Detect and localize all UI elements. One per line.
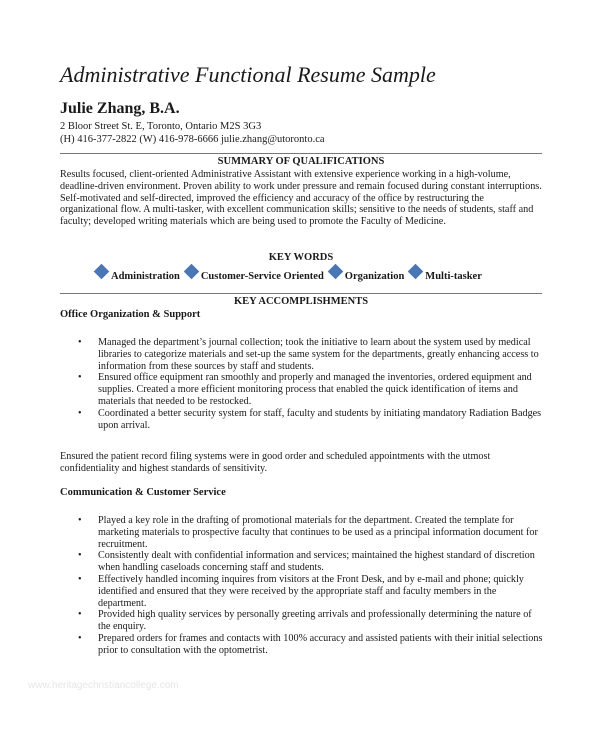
keyword-item: Organization bbox=[330, 266, 405, 282]
section-divider bbox=[60, 153, 542, 154]
section-divider bbox=[60, 293, 542, 294]
list-item: • Prepared orders for frames and contacts with 100% accuracy and assisted patients with their initial selections prior to consultation with the optometrist. bbox=[98, 633, 544, 657]
keywords-heading: KEY WORDS bbox=[268, 252, 334, 263]
keyword-item: Multi-tasker bbox=[410, 266, 482, 282]
diamond-bullet-icon bbox=[94, 264, 110, 280]
contact-block bbox=[60, 120, 325, 146]
watermark-text: www.heritagechristiancollege.com bbox=[28, 680, 179, 691]
applicant-name: Julie Zhang, B.A. bbox=[60, 100, 180, 117]
address-line: 2 Bloor Street St. E, Toronto, Ontario M2S 3G3 bbox=[60, 121, 262, 132]
keyword-item: Customer-Service Oriented bbox=[186, 266, 324, 282]
document-title: Administrative Functional Resume Sample bbox=[60, 62, 436, 87]
office-support-heading: Office Organization & Support bbox=[60, 309, 201, 320]
diamond-bullet-icon bbox=[328, 264, 344, 280]
list-item: • Ensured office equipment ran smoothly and properly and managed the inventories, ordered equipment and supplies. Created a more efficient monitoring process that enabled the quick identification of items and materials that needed to be restocked. bbox=[98, 372, 544, 407]
summary-text: Results focused, client-oriented Administrative Assistant with extensive experience working in a high-volume, deadline-driven environment. Proven ability to work under pressure and remain focused during constant interruptions. Self-motivated and self-directed, improved the efficiency and accuracy of the office by restructuring the organizational flow. A multi-tasker, with excellent communication skills; sensitive to the needs of students, staff and faculty; developed writing materials which are being used to promote the Faculty of Medicine. bbox=[60, 169, 542, 228]
list-item: • Managed the department’s journal collection; took the initiative to learn about the system used by medical libraries to categorize materials and set-up the same system for the departments, greatly enhancing access to information from these sources by staff and students. bbox=[98, 337, 544, 372]
office-support-list bbox=[98, 337, 544, 431]
accomplishments-heading: KEY ACCOMPLISHMENTS bbox=[233, 296, 369, 307]
list-item: • Coordinated a better security system for staff, faculty and students by initiating mandatory Radiation Badges upon arrival. bbox=[98, 408, 544, 432]
diamond-bullet-icon bbox=[184, 264, 200, 280]
keywords-row bbox=[96, 266, 488, 282]
list-item: • Played a key role in the drafting of promotional materials for the department. Created the template for marketing materials to prospective faculty that continues to be used as a principal information document for recruitment. bbox=[98, 515, 544, 550]
keyword-item: Administration bbox=[96, 266, 180, 282]
communication-list bbox=[98, 515, 544, 657]
communication-heading: Communication & Customer Service bbox=[60, 487, 226, 498]
list-item: • Effectively handled incoming inquires from visitors at the Front Desk, and by e-mail and phone; quickly identified and ensured that they were received by the appropriate staff and faculty members in the department. bbox=[98, 574, 544, 609]
list-item: • Consistently dealt with confidential information and services; maintained the highest standard of discretion when handling caseloads concerning staff and students. bbox=[98, 550, 544, 574]
diamond-bullet-icon bbox=[408, 264, 424, 280]
phone-email-line: (H) 416-377-2822 (W) 416-978-6666 julie.zhang@utoronto.ca bbox=[60, 134, 325, 145]
summary-heading: SUMMARY OF QUALIFICATIONS bbox=[217, 156, 385, 167]
office-support-note: Ensured the patient record filing systems were in good order and scheduled appointments with the utmost confidentiality and highest standards of sensitivity. bbox=[60, 451, 491, 474]
list-item: • Provided high quality services by personally greeting arrivals and professionally determining the nature of the enquiry. bbox=[98, 609, 544, 633]
